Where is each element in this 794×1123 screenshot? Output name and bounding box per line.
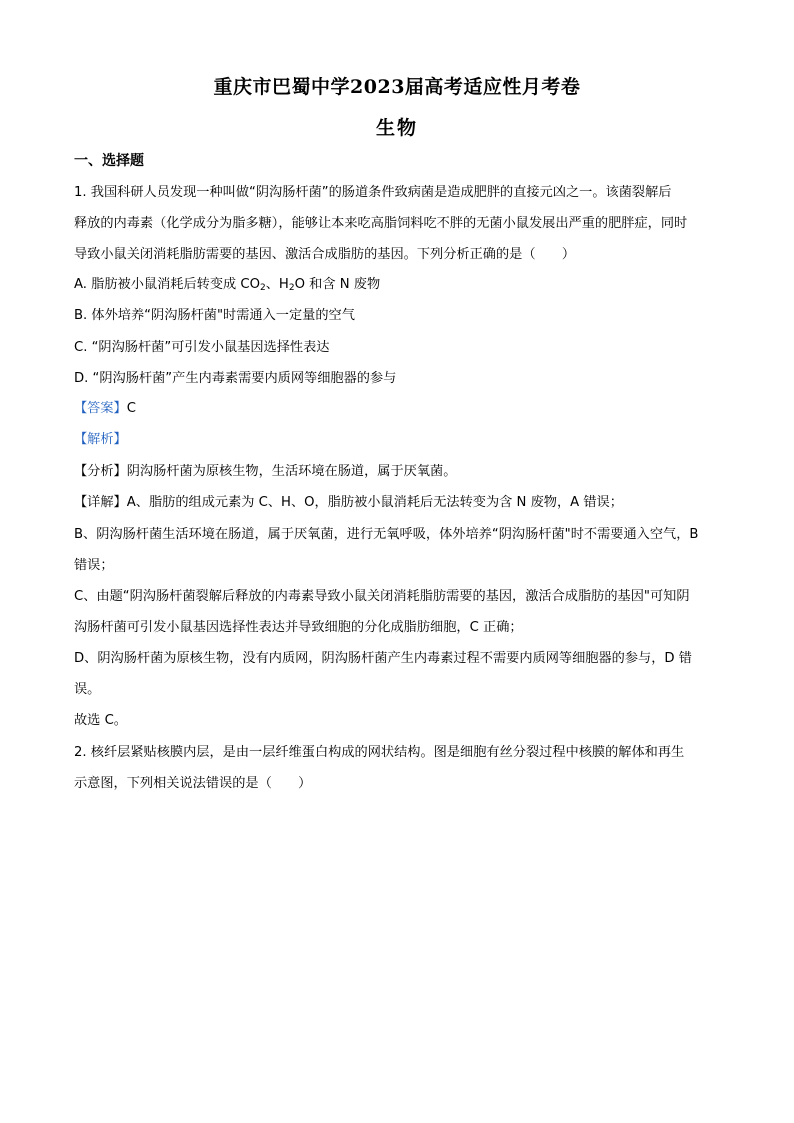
answer-value: C bbox=[126, 401, 136, 416]
page-title: 重庆市巴蜀中学2023届高考适应性月考卷 bbox=[213, 76, 581, 98]
option-a-text-2: 、H bbox=[265, 277, 289, 292]
option-a-subscript-1: 2 bbox=[260, 283, 266, 293]
section-heading: 一、选择题 bbox=[74, 153, 144, 169]
q1-explain-b-line-2: 错误； bbox=[74, 558, 114, 573]
q1-xiangjie bbox=[74, 493, 623, 513]
q1-conclusion: 故选 C。 bbox=[74, 713, 127, 728]
q2-stem-line-1: 2. 核纤层紧贴核膜内层，是由一层纤维蛋白构成的网状结构。图是细胞有丝分裂过程中核膜的解体和再生 bbox=[74, 745, 685, 760]
xiangjie-text: A、脂肪的组成元素为 C、H、O，脂肪被小鼠消耗后无法转变为含 N 废物，A 错误； bbox=[126, 495, 623, 510]
q1-explain-b-line-1: B、阴沟肠杆菌生活环境在肠道，属于厌氧菌，进行无氧呼吸，体外培养“阴沟肠杆菌"时不需要通入空气，B bbox=[74, 527, 699, 542]
answer-tag: 【答案】 bbox=[74, 401, 127, 416]
q1-explain-d-line-1: D、阴沟肠杆菌为原核生物，没有内质网，阴沟肠杆菌产生内毒素过程不需要内质网等细胞器的参与，D 错 bbox=[74, 651, 692, 666]
q1-option-a bbox=[74, 275, 380, 295]
xiangjie-tag: 【详解】 bbox=[74, 495, 127, 510]
option-a-text-3: O 和含 N 废物 bbox=[294, 277, 381, 292]
q1-explain-c-line-1: C、由题“阴沟肠杆菌裂解后释放的内毒素导致小鼠关闭消耗脂肪需要的基因，激活合成脂肪的基因"可知阴 bbox=[74, 589, 690, 604]
analysis-tag: 【解析】 bbox=[74, 432, 127, 447]
q1-stem-line-3: 导致小鼠关闭消耗脂肪需要的基因、激活合成脂肪的基因。下列分析正确的是（ ） bbox=[74, 247, 576, 262]
option-a-text-1: A. 脂肪被小鼠消耗后转变成 CO bbox=[74, 277, 261, 292]
page-subject: 生物 bbox=[375, 117, 418, 139]
q1-option-c: C. “阴沟肠杆菌”可引发小鼠基因选择性表达 bbox=[74, 340, 330, 355]
q1-answer bbox=[74, 399, 136, 419]
q1-stem-line-2: 释放的内毒素（化学成分为脂多糖），能够让本来吃高脂饲料吃不胖的无菌小鼠发展出严重的肥胖症，同时 bbox=[74, 216, 688, 231]
q1-stem-line-1: 1. 我国科研人员发现一种叫做“阴沟肠杆菌”的肠道条件致病菌是造成肥胖的直接元凶之一。该菌裂解后 bbox=[74, 185, 672, 200]
q1-explain-d-line-2: 误。 bbox=[74, 682, 101, 697]
q2-stem-line-2: 示意图，下列相关说法错误的是（ ） bbox=[74, 776, 312, 791]
fenxi-tag: 【分析】 bbox=[74, 464, 127, 479]
q1-option-d: D. “阴沟肠杆菌”产生内毒素需要内质网等细胞器的参与 bbox=[74, 371, 397, 386]
fenxi-text: 阴沟肠杆菌为原核生物，生活环境在肠道，属于厌氧菌。 bbox=[126, 464, 457, 479]
q1-explain-c-line-2: 沟肠杆菌可引发小鼠基因选择性表达并导致细胞的分化成脂肪细胞，C 正确； bbox=[74, 620, 523, 635]
q1-analysis-label bbox=[74, 430, 127, 450]
q1-option-b: B. 体外培养“阴沟肠杆菌"时需通入一定量的空气 bbox=[74, 308, 355, 323]
q1-fenxi bbox=[74, 462, 456, 482]
option-a-subscript-2: 2 bbox=[288, 283, 295, 293]
